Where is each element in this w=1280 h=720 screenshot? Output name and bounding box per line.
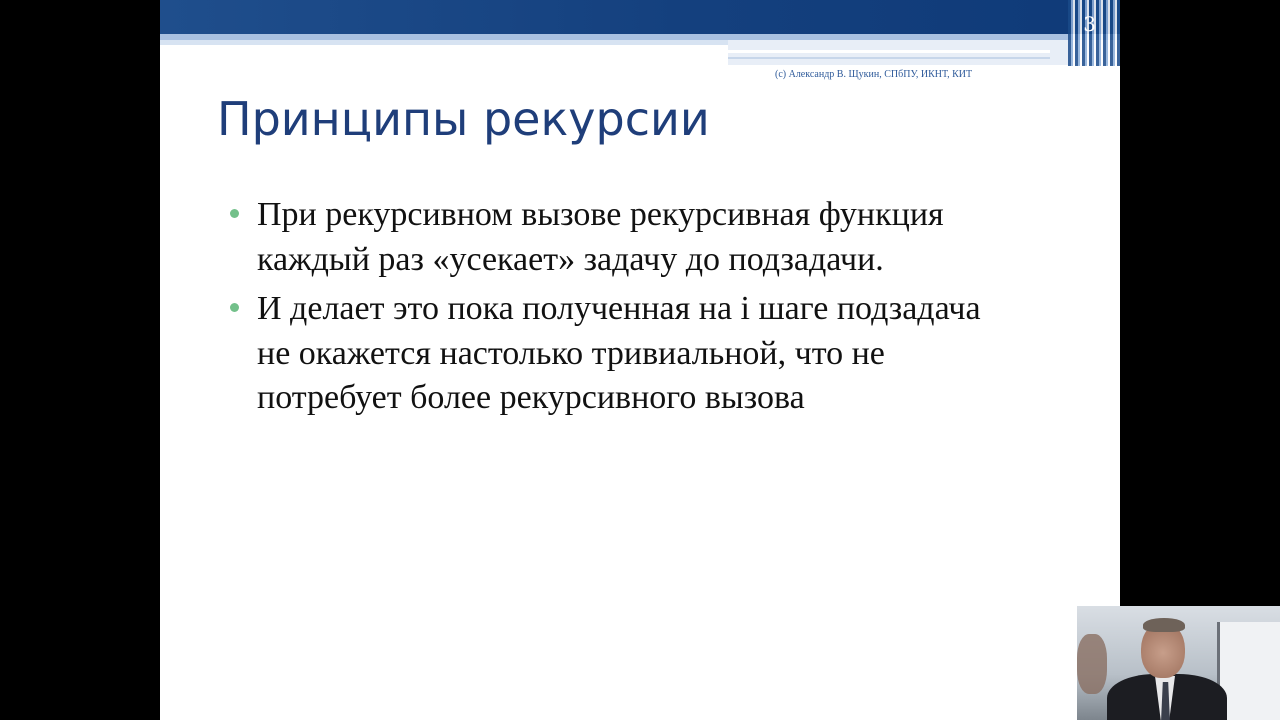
bullet-item (230, 193, 1010, 282)
presentation-slide (160, 0, 1120, 720)
slide-title: Принципы рекурсии (217, 92, 710, 146)
header-band-right-line (728, 50, 1050, 53)
bullet-text: При рекурсивном вызове рекурсивная функция каждый раз «усекает» задачу до подзадачи. (257, 196, 944, 278)
slide-number: 3 (1083, 12, 1096, 36)
copyright-text: (c) Александр В. Щукин, СПбПУ, ИКНТ, КИТ (775, 69, 973, 80)
dot-icon (230, 209, 239, 218)
dot-icon (230, 303, 239, 312)
header-band-accent (160, 40, 728, 45)
bullet-list (230, 193, 1010, 426)
bullet-item (230, 287, 1010, 421)
header-band (160, 0, 1120, 34)
presenter-webcam (1077, 606, 1280, 720)
webcam-presenter-hair (1143, 618, 1185, 632)
webcam-presenter-hand (1077, 634, 1107, 694)
bullet-text: И делает это пока полученная на i шаге подзадача не окажется настолько тривиальной, что не потребует более рекурсивного вызова (257, 290, 981, 416)
header-band-right-line-2 (728, 57, 1050, 59)
